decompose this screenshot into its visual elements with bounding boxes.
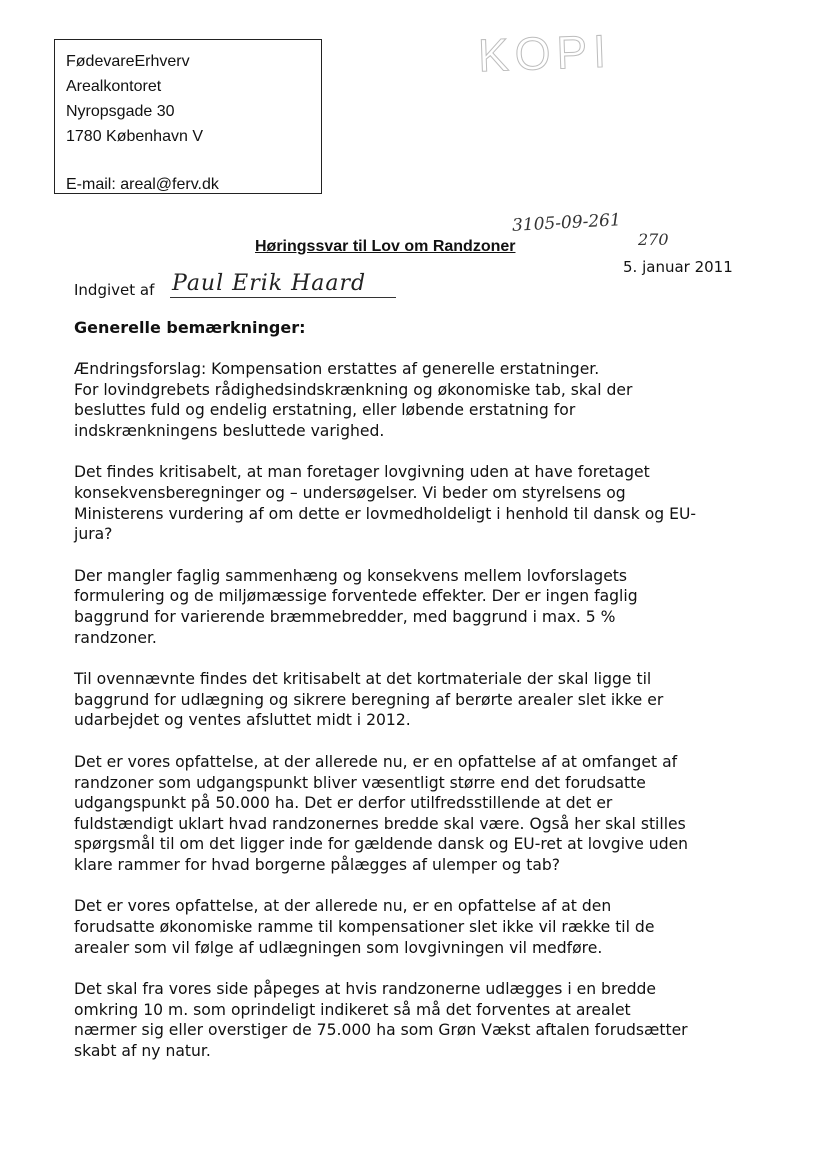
address-spacer [66,149,321,172]
paragraph: Det skal fra vores side påpeges at hvis randzonerne udlægges i en bredde omkring 10 m. som oprindeligt indikeret så må det forventes at arealet nærmer sig eller overstiger de 75.000 ha som Grøn Vækst aftalen forudsætter skabt af ny natur. [74,980,688,1061]
document-date: 5. januar 2011 [623,258,733,276]
submitted-by-label: Indgivet af [74,281,155,299]
section-heading: Generelle bemærkninger: [74,318,306,337]
paragraph: Der mangler faglig sammenhæng og konsekvens mellem lovforslagets formulering og de miljømæssige forventede effekter. Der er ingen faglig baggrund for varierende bræmmebredder, med baggrund i max. 5 % randzoner. [74,566,638,647]
handwritten-signature: Paul Erik Haard [172,271,367,296]
address-box [54,39,322,194]
signature-line [170,297,396,298]
address-city: 1780 København V [66,128,203,145]
handwritten-number: 270 [638,230,669,249]
address-org: FødevareErhverv [66,53,190,70]
document-title: Høringssvar til Lov om Randzoner [255,238,516,255]
handwritten-case-number: 3105-09-261 [511,210,622,236]
paragraph: Det er vores opfattelse, at der allerede nu, er en opfattelse af at omfanget af randzoner som udgangspunkt bliver væsentligt større end det forudsatte udgangspunkt på 50.000 ha. Det er derfor utilfredsstillende at det er fuldstændigt uklart hvad randzonernes bredde skal være. Også her skal stilles spørgsmål til om det ligger inde for gældende dansk og EU-ret at lovgive uden klare rammer for hvad borgerne pålægges af ulemper og tab? [74,752,689,874]
address-email: E-mail: areal@ferv.dk [66,176,219,193]
paragraph: Det findes kritisabelt, at man foretager lovgivning uden at have foretaget konsekvensberegninger og – undersøgelser. Vi beder om styrelsens og Ministerens vurdering af om dette er lovmedholdeligt i henhold til dansk og EU- jura? [74,463,697,544]
paragraph: Til ovennævnte findes det kritisabelt at det kortmateriale der skal ligge til baggrund for udlægning og sikrere beregning af berørte arealer slet ikke er udarbejdet og ventes afsluttet midt i 2012. [74,670,664,730]
copy-stamp: KOPI [477,24,613,82]
address-office: Arealkontoret [66,78,162,95]
address-street: Nyropsgade 30 [66,103,175,120]
paragraph: Ændringsforslag: Kompensation erstattes af generelle erstatninger. For lovindgrebets rådighedsindskrænkning og økonomiske tab, skal der besluttes fuld og endelig erstatning, eller løbende erstatning for indskrænkningens besluttede varighed. [74,360,633,440]
body-text [74,359,764,1083]
paragraph: Det er vores opfattelse, at der allerede nu, er en opfattelse af at den forudsatte økonomiske ramme til kompensationer slet ikke vil række til de arealer som vil følge af udlægningen som lovgivningen vil medføre. [74,897,655,957]
